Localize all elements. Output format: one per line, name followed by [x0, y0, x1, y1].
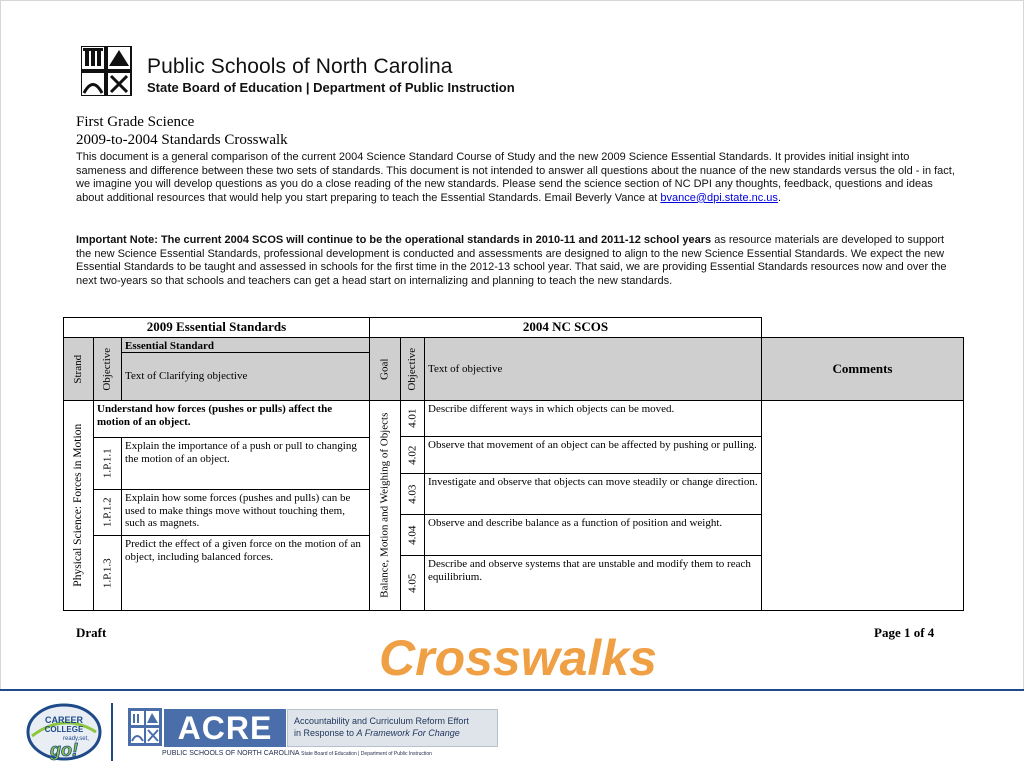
col-strand: Strand — [63, 337, 94, 401]
essential-standard-cell: Understand how forces (pushes or pulls) affect the motion of an object. — [93, 400, 370, 438]
goal-cell: Balance, Motion and Weighing of Objects — [369, 400, 401, 611]
col-goal: Goal — [369, 337, 401, 401]
document-subtitle: 2009-to-2004 Standards Crosswalk — [76, 132, 288, 148]
acre-strip-small: State Board of Education | Department of Public Instruction — [301, 751, 432, 757]
draft-label: Draft — [76, 625, 107, 640]
col-clarifying-objective: Text of Clarifying objective — [121, 352, 370, 401]
comments-cell — [761, 400, 964, 611]
col-essential-standard: Essential Standard — [121, 337, 370, 353]
slide-title: Crosswalks — [379, 630, 657, 686]
clarifying-id-1: 1.P.1.1 — [93, 437, 122, 490]
objective-text-2: Observe that movement of an object can be affected by pushing or pulling. — [424, 436, 762, 474]
career-college-ready-logo-icon — [26, 702, 102, 762]
letterhead-org-name: Public Schools of North Carolina — [147, 55, 453, 78]
footer-divider — [111, 703, 113, 761]
acre-dpi-mark-icon — [128, 708, 162, 746]
objective-id-3: 4.03 — [400, 473, 425, 515]
bottom-rule — [0, 689, 1024, 691]
objective-text-1: Describe different ways in which objects can be moved. — [424, 400, 762, 437]
objective-id-4: 4.04 — [400, 514, 425, 556]
clarifying-text-2: Explain how some forces (pushes and pulls) can be used to make things move without touching them, such as magnets. — [121, 489, 370, 536]
col-objective: Objective — [93, 337, 122, 401]
intro-end: . — [777, 191, 781, 204]
letterhead-subtitle: State Board of Education | Department of Public Instruction — [147, 80, 515, 95]
email-link[interactable]: bvance@dpi.state.nc.us — [660, 191, 778, 204]
objective-id-1: 4.01 — [400, 400, 425, 437]
important-note — [76, 234, 956, 288]
col-text-of-objective: Text of objective — [424, 337, 762, 401]
objective-text-5: Describe and observe systems that are unstable and modify them to reach equilibrium. — [424, 555, 762, 611]
clarifying-id-2: 1.P.1.2 — [93, 489, 122, 536]
document-title: First Grade Science — [76, 114, 195, 130]
header-2009-standards: 2009 Essential Standards — [63, 317, 370, 338]
page-number: Page 1 of 4 — [874, 625, 935, 640]
important-note-text: as resource materials are developed to support the new Science Essential Standards, professional development is conducted and assessments are designed to align to the new Science Essential Standards. We expect the new Essential Standards to be taught and assessed in schools for the first time in the 2012-13 school year. That said, we are providing Essential Standards resources now and over the next two-years so that schools and teachers can get a head start on internalizing and planning to teach the new standards. — [76, 234, 947, 287]
acre-footer-strip — [128, 748, 498, 760]
crosswalk-table — [63, 317, 964, 611]
objective-text-3: Investigate and observe that objects can move steadily or change direction. — [424, 473, 762, 515]
ccr-ready-text: ready,set, — [63, 736, 89, 742]
ccr-career-text: CAREER — [44, 715, 84, 725]
ccr-college-text: COLLEGE — [44, 725, 84, 734]
acre-tagline-line2: in Response to A Framework For Change — [294, 728, 460, 738]
objective-id-5: 4.05 — [400, 555, 425, 611]
header-2004-scos: 2004 NC SCOS — [369, 317, 762, 338]
acre-logo-text: ACRE — [164, 709, 286, 747]
col-objective-2004: Objective — [400, 337, 425, 401]
acre-strip-main: PUBLIC SCHOOLS OF NORTH CAROLINA — [162, 750, 300, 757]
intro-text: This document is a general comparison of the current 2004 Science Standard Course of Study and the new 2009 Science Essential Standards. It provides initial insight into sameness and difference between these two sets of standards. This document is not intended to answer all questions about the nuance of the new standards versus the old - in fact, we imagine you will develop questions as you do a close reading of the new standards. Please send the science section of NC DPI any thoughts, feedback, questions and ideas about additional resources that would help you start preparing to teach the Essential Standards. Email Beverly Vance at — [76, 151, 955, 204]
important-note-bold: Important Note: The current 2004 SCOS will continue to be the operational standards in 2010-11 and 2011-12 school years — [76, 234, 712, 246]
acre-tagline — [287, 709, 498, 747]
clarifying-text-1: Explain the importance of a push or pull to changing the motion of an object. — [121, 437, 370, 490]
nc-dpi-logo-icon — [81, 46, 133, 96]
intro-paragraph — [76, 151, 956, 205]
clarifying-text-3: Predict the effect of a given force on the motion of an object, including balanced forces. — [121, 535, 370, 611]
ccr-go-text: go! — [50, 740, 78, 760]
strand-cell: Physical Science: Forces in Motion — [63, 400, 94, 611]
clarifying-id-3: 1.P.1.3 — [93, 535, 122, 611]
acre-tagline-line1: Accountability and Curriculum Reform Effort — [294, 716, 469, 726]
objective-text-4: Observe and describe balance as a function of position and weight. — [424, 514, 762, 556]
col-comments: Comments — [761, 337, 964, 401]
objective-id-2: 4.02 — [400, 436, 425, 474]
